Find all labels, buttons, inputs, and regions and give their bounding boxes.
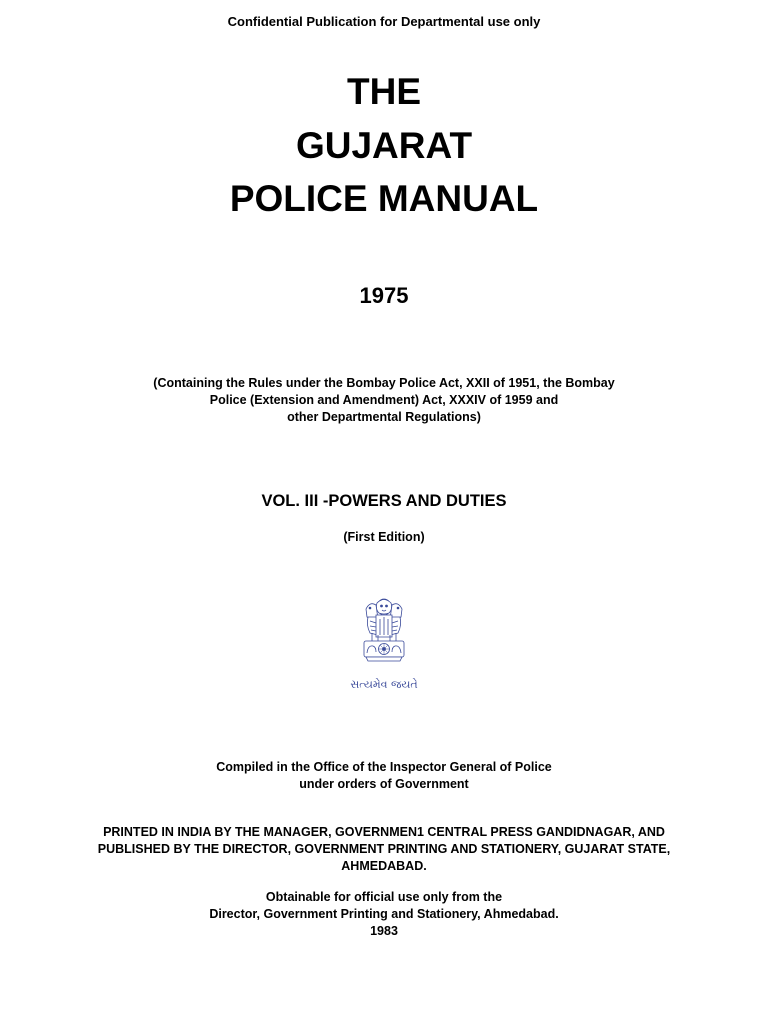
title-line-2: GUJARAT: [295, 125, 473, 166]
title-line-1: THE: [347, 71, 421, 112]
svg-text:સત્યમેવ જયતે: સત્યમેવ જયતે: [350, 678, 418, 691]
obtainable-note: [0, 889, 768, 940]
printed-line-2: PUBLISHED BY THE DIRECTOR, GOVERNMENT PRINTING AND STATIONERY, GUJARAT STATE,: [97, 842, 671, 856]
containing-line-3: other Departmental Regulations): [287, 410, 481, 424]
state-emblem-icon: [350, 595, 418, 695]
obtain-line-2: Director, Government Printing and Stationery, Ahmedabad.: [209, 907, 559, 921]
containing-note: [0, 375, 768, 426]
volume-title: VOL. III -POWERS AND DUTIES: [261, 492, 507, 510]
containing-line-1: (Containing the Rules under the Bombay Police Act, XXII of 1951, the Bombay: [153, 376, 615, 390]
title-line-3: POLICE MANUAL: [229, 178, 539, 219]
edition-label: (First Edition): [343, 530, 425, 544]
obtain-line-1: Obtainable for official use only from the: [265, 890, 503, 904]
printed-line-1: PRINTED IN INDIA BY THE MANAGER, GOVERNMEN1 CENTRAL PRESS GANDIDNAGAR, AND: [103, 825, 665, 839]
compiled-line-2: under orders of Government: [299, 777, 469, 791]
publication-year: 1975: [359, 283, 409, 308]
printed-line-3: AHMEDABAD.: [341, 859, 427, 873]
confidential-notice: Confidential Publication for Departmental use only: [227, 14, 541, 29]
obtain-line-3: 1983: [370, 924, 398, 938]
compiled-line-1: Compiled in the Office of the Inspector General of Police: [216, 760, 552, 774]
compiled-note: [0, 759, 768, 793]
containing-line-2: Police (Extension and Amendment) Act, XXXIV of 1959 and: [209, 393, 559, 407]
printer-note: [0, 824, 768, 875]
